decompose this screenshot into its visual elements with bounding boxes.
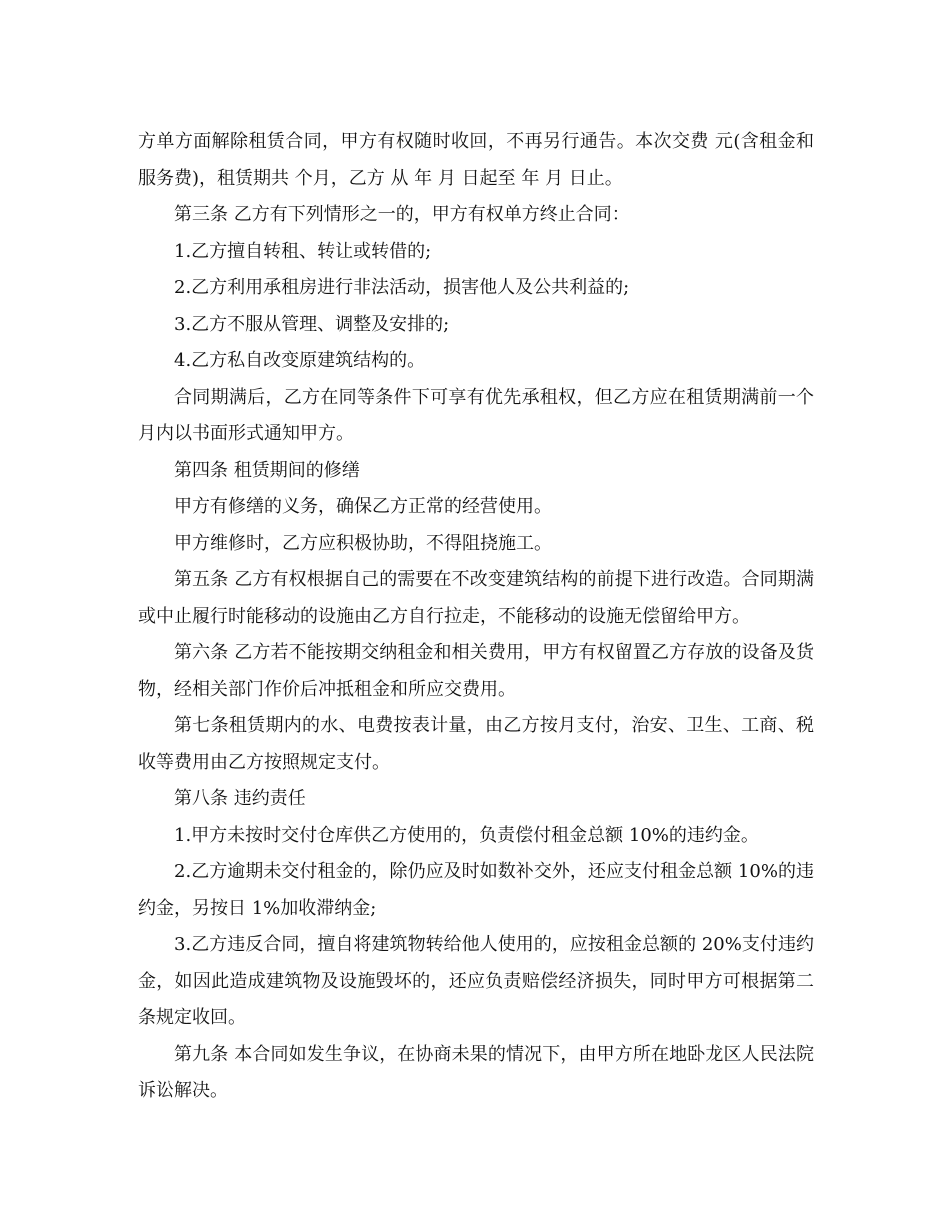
paragraph-article-3-item-2: 2.乙方利用承租房进行非法活动，损害他人及公共利益的; bbox=[174, 277, 630, 298]
paragraph-article-3-item-3: 3.乙方不服从管理、调整及安排的; bbox=[174, 313, 450, 335]
paragraph-article-3-item-4: 4.乙方私自改变原建筑结构的。 bbox=[174, 350, 426, 371]
paragraph-article-5: 第五条 乙方有权根据自己的需要在不改变建筑结构的前提下进行改造。合同期满或中止履行时能移动的设施由乙方自行拉走，不能移动的设施无偿留给甲方。 bbox=[138, 569, 814, 627]
paragraph-article-3-item-1: 1.乙方擅自转租、转让或转借的; bbox=[174, 240, 432, 262]
paragraph-article-8-item-2: 2.乙方逾期未交付租金的，除仍应及时如数补交外，还应支付租金总额 10%的违约金，另按日 1%加收滞纳金; bbox=[138, 861, 814, 919]
paragraph-article-4-duty: 甲方有修缮的义务，确保乙方正常的经营使用。 bbox=[174, 496, 552, 517]
paragraph-article-7: 第七条租赁期内的水、电费按表计量，由乙方按月支付，治安、卫生、工商、税收等费用由乙方按照规定支付。 bbox=[138, 715, 814, 773]
paragraph-article-4-heading: 第四条 租赁期间的修缮 bbox=[174, 459, 360, 481]
paragraph-article-8-heading: 第八条 违约责任 bbox=[174, 788, 306, 809]
paragraph-renewal: 合同期满后，乙方在同等条件下可享有优先承租权，但乙方应在租赁期满前一个月内以书面形式通知甲方。 bbox=[138, 386, 814, 444]
paragraph-article-3: 第三条 乙方有下列情形之一的，甲方有权单方终止合同： bbox=[174, 204, 630, 225]
paragraph-continuation: 方单方面解除租赁合同，甲方有权随时收回，不再另行通告。本次交费 元(含租金和服务费)，租赁期共 个月，乙方 从 年 月 日起至 年 月 日止。 bbox=[138, 131, 814, 189]
paragraph-article-8-item-1: 1.甲方未按时交付仓库供乙方使用的，负责偿付租金总额 10%的违约金。 bbox=[174, 824, 759, 846]
paragraph-article-6: 第六条 乙方若不能按期交纳租金和相关费用，甲方有权留置乙方存放的设备及货物，经相关部门作价后冲抵租金和所应交费用。 bbox=[138, 642, 814, 700]
paragraph-article-8-item-3: 3.乙方违反合同，擅自将建筑物转给他人使用的，应按租金总额的 20%支付违约金，如因此造成建筑物及设施毁坏的，还应负责赔偿经济损失，同时甲方可根据第二条规定收回。 bbox=[138, 934, 814, 1028]
document-body bbox=[138, 124, 814, 1110]
paragraph-article-4-cooperation: 甲方维修时，乙方应积极协助，不得阻挠施工。 bbox=[174, 532, 552, 554]
paragraph-article-9: 第九条 本合同如发生争议，在协商未果的情况下，由甲方所在地卧龙区人民法院诉讼解决。 bbox=[138, 1043, 814, 1101]
